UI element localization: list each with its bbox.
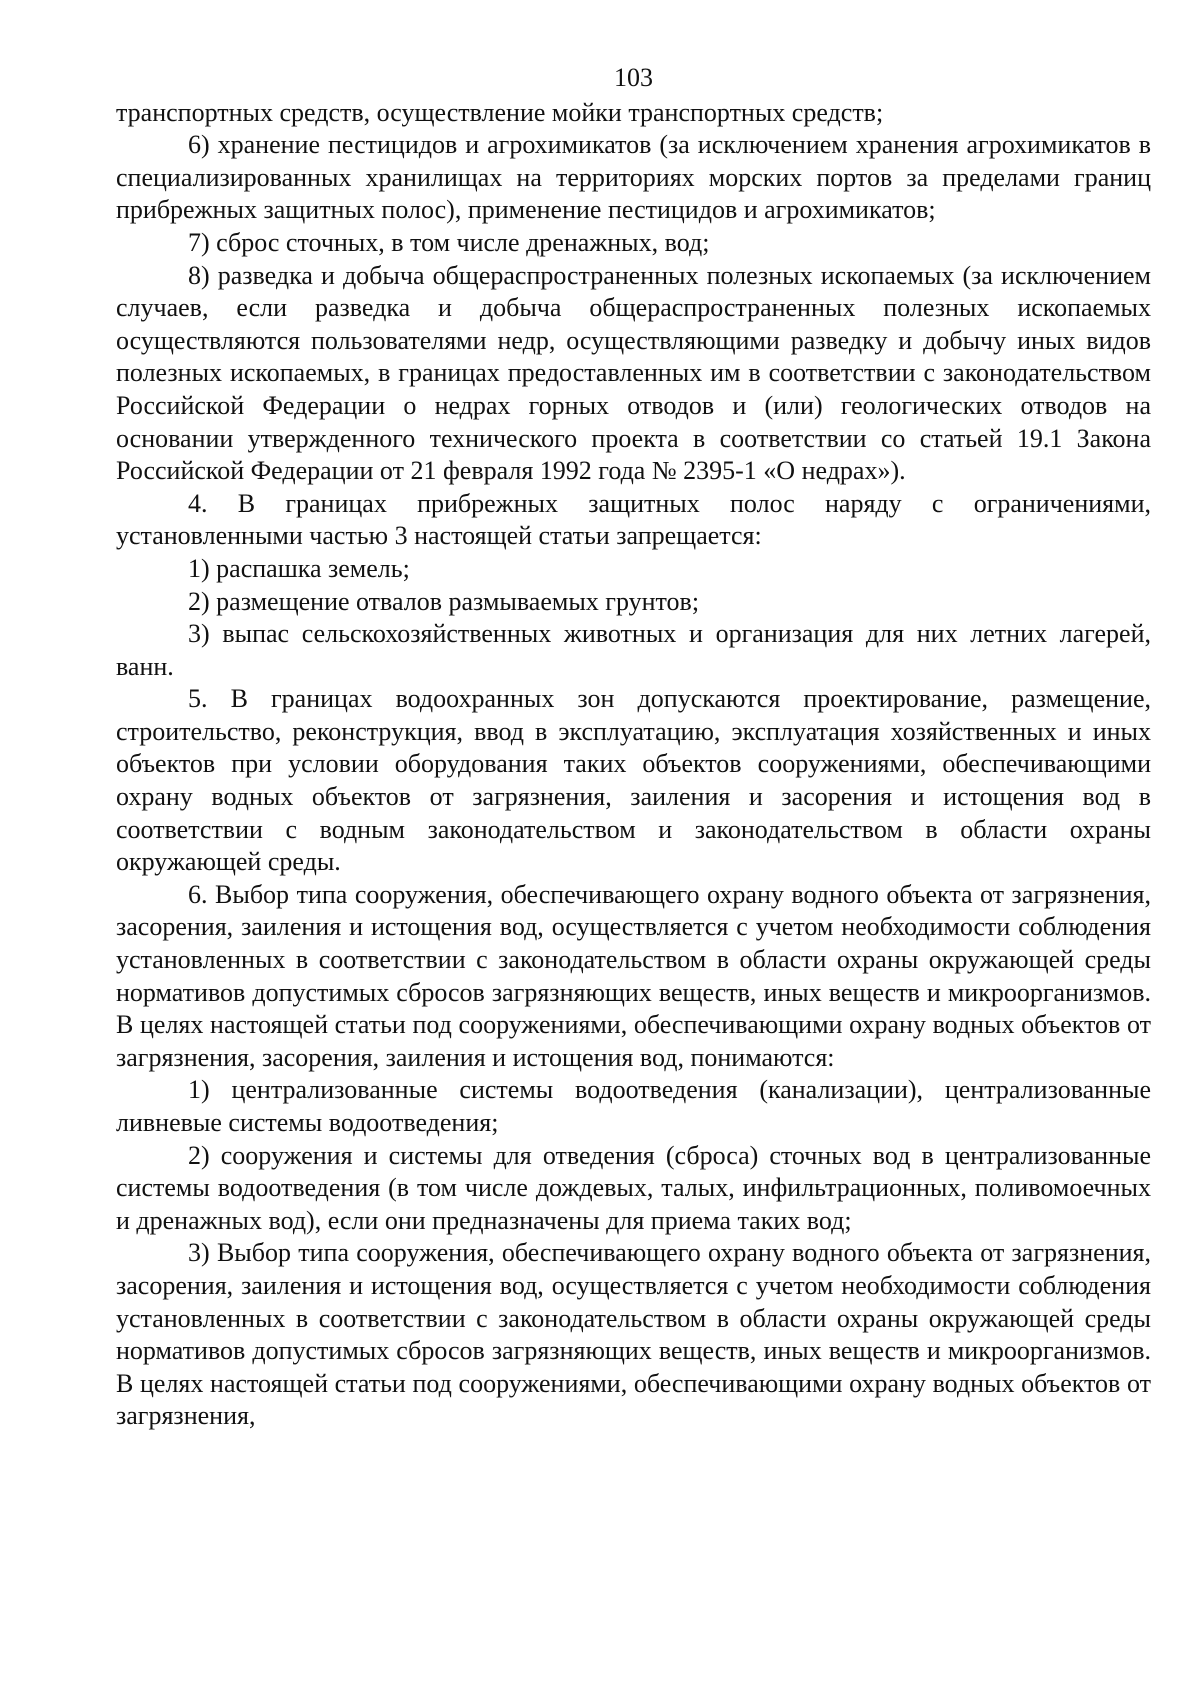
paragraph: 3) Выбор типа сооружения, обеспечивающего охрану водного объекта от загрязнения, засорения, заиления и истощения вод, осуществляется с учетом необходимости соблюдения установленных в соответствии с законодательством в области охраны окружающей среды нормативов допустимых сбросов загрязняющих веществ, иных веществ и микроорганизмов. В целях настоящей статьи под сооружениями, обеспечивающими охрану водных объектов от загрязнения, xyxy=(116,1238,1151,1431)
paragraph: 4. В границах прибрежных защитных полос наряду с ограничениями, установленными частью 3 настоящей статьи запрещается: xyxy=(116,488,1151,551)
paragraph: 2) сооружения и системы для отведения (сброса) сточных вод в централизованные системы водоотведения (в том числе дождевых, талых, инфильтрационных, поливомоечных и дренажных вод), если они предназначены для приема таких вод; xyxy=(116,1140,1151,1235)
page-number: 103 xyxy=(614,63,653,92)
paragraph: 1) централизованные системы водоотведения (канализации), централизованные ливневые системы водоотведения; xyxy=(116,1075,1151,1137)
paragraph: 6. Выбор типа сооружения, обеспечивающего охрану водного объекта от загрязнения, засорения, заиления и истощения вод, осуществляется с учетом необходимости соблюдения установленных в соответствии с законодательством в области охраны окружающей среды нормативов допустимых сбросов загрязняющих веществ, иных веществ и микроорганизмов. В целях настоящей статьи под сооружениями, обеспечивающими охрану водных объектов от загрязнения, засорения, заиления и истощения вод, понимаются: xyxy=(116,879,1151,1072)
paragraph: 1) распашка земель; xyxy=(188,553,410,583)
paragraph: 5. В границах водоохранных зон допускаются проектирование, размещение, строительство, реконструкция, ввод в эксплуатацию, эксплуатация хозяйственных и иных объектов при условии оборудования таких объектов сооружениями, обеспечивающими охрану водных объектов от загрязнения, заиления и засорения и истощения вод в соответствии с водным законодательством и законодательством в области охраны окружающей среды. xyxy=(116,684,1151,877)
paragraph: 3) выпас сельскохозяйственных животных и организация для них летних лагерей, ванн. xyxy=(116,619,1151,681)
paragraph: 8) разведка и добыча общераспространенных полезных ископаемых (за исключением случаев, если разведка и добыча общераспространенных полезных ископаемых осуществляются пользователями недр, осуществляющими разведку и добычу иных видов полезных ископаемых, в границах предоставленных им в соответствии с законодательством Российской Федерации о недрах горных отводов и (или) геологических отводов на основании утвержденного технического проекта в соответствии со статьей 19.1 Закона Российской Федерации от 21 февраля 1992 года № 2395-1 «О недрах»). xyxy=(116,260,1151,486)
paragraph: 6) хранение пестицидов и агрохимикатов (за исключением хранения агрохимикатов в специализированных хранилищах на территориях морских портов за пределами границ прибрежных защитных полос), применение пестицидов и агрохимикатов; xyxy=(116,130,1151,225)
paragraph: транспортных средств, осуществление мойки транспортных средств; xyxy=(116,97,884,127)
paragraph: 2) размещение отвалов размываемых грунтов; xyxy=(188,586,700,616)
document-page xyxy=(116,62,1151,1433)
paragraph: 7) сброс сточных, в том числе дренажных, вод; xyxy=(188,227,710,257)
document-body xyxy=(116,97,1151,1433)
